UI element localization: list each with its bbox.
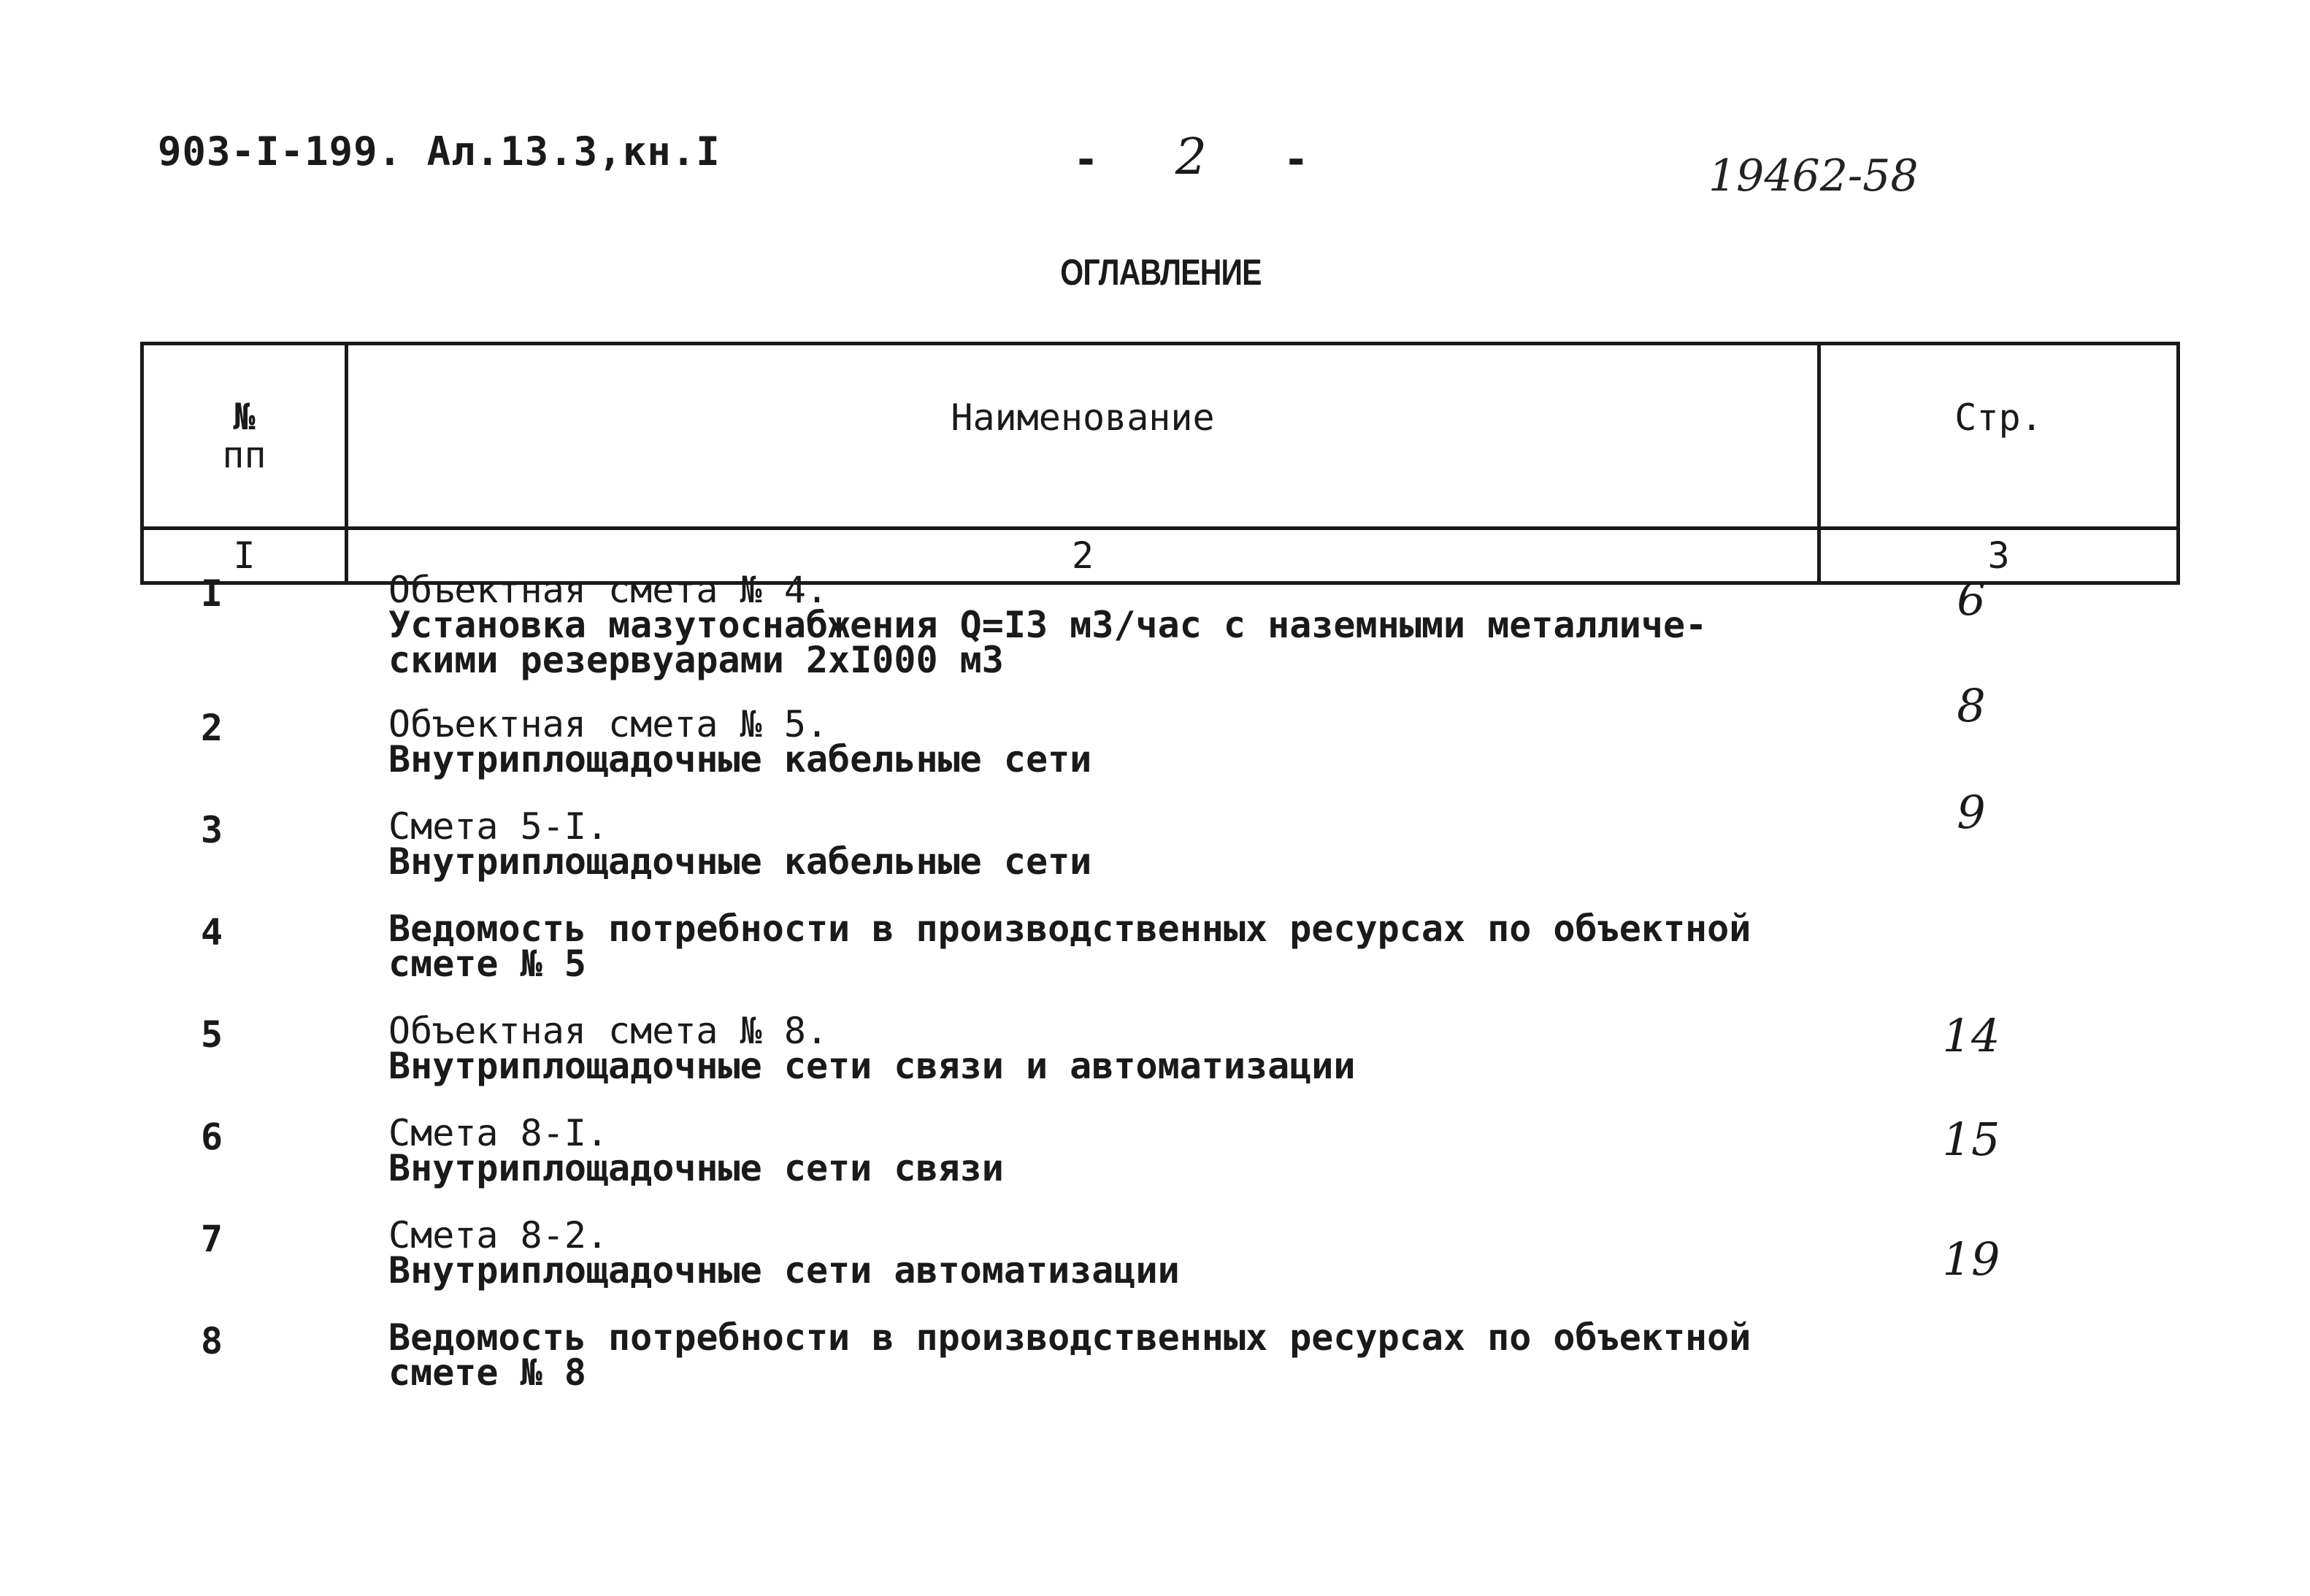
- row-number: 2: [200, 707, 223, 749]
- row-name: [388, 1010, 1995, 1087]
- column-index-2: 2: [347, 529, 1819, 583]
- row-title: Объектная смета № 8.: [388, 1010, 829, 1052]
- page-number-value: 2: [1175, 128, 1207, 186]
- row-name: [388, 908, 1995, 985]
- row-description-line: Установка мазутоснабжения Q=I3 м3/час с наземными металличе-: [388, 604, 1708, 646]
- document-code: 903-I-199. Ал.13.3,кн.I: [158, 128, 721, 174]
- row-description-line: смете № 8: [388, 1351, 586, 1394]
- column-index-1: I: [142, 529, 347, 583]
- row-page: 8: [1957, 679, 1986, 732]
- row-number: 7: [200, 1218, 223, 1260]
- row-page: 6: [1957, 572, 1986, 626]
- row-name: [388, 1316, 1995, 1394]
- page-dash-left: -: [1073, 134, 1099, 184]
- row-description-line: Внутриплощадочные сети связи: [388, 1147, 1004, 1189]
- row-title: Объектная смета № 5.: [388, 703, 829, 745]
- column-index-3: 3: [1819, 529, 2179, 583]
- number-label: пп: [222, 434, 266, 476]
- row-description-line: скими резервуарами 2xI000 м3: [388, 639, 1004, 681]
- row-page: 14: [1942, 1009, 2000, 1062]
- row-description-line: Внутриплощадочные кабельные сети: [388, 840, 1092, 883]
- row-name: [388, 805, 1995, 883]
- number-symbol: №: [233, 395, 256, 438]
- page-dash-right: -: [1283, 134, 1309, 184]
- column-header-name: Наименование: [347, 344, 1819, 529]
- row-title: Смета 8-I.: [388, 1112, 609, 1154]
- row-number: 4: [200, 911, 223, 954]
- page-title: ОГЛАВЛЕНИЕ: [1060, 252, 1262, 293]
- row-description-line: Внутриплощадочные сети связи и автоматизации: [388, 1045, 1356, 1087]
- row-description-line: Внутриплощадочные кабельные сети: [388, 738, 1092, 780]
- row-description-line: смете № 5: [388, 943, 586, 985]
- row-name: [388, 703, 1995, 780]
- column-header-number: [142, 344, 347, 529]
- row-number: 3: [200, 809, 223, 851]
- row-title: Объектная смета № 4.: [388, 569, 829, 611]
- row-page: 19: [1942, 1232, 2000, 1286]
- row-title: Смета 8-2.: [388, 1214, 609, 1257]
- handwritten-inventory-code: 19462-58: [1708, 150, 1919, 202]
- row-page: 15: [1942, 1113, 2000, 1166]
- row-number: 8: [200, 1320, 223, 1362]
- row-name: [388, 1214, 1995, 1292]
- row-description-line: Внутриплощадочные сети автоматизации: [388, 1249, 1180, 1292]
- page-number: [1073, 128, 1309, 186]
- row-number: 6: [200, 1116, 223, 1158]
- column-header-page: Стр.: [1819, 344, 2179, 529]
- row-number: 5: [200, 1013, 223, 1056]
- row-number: I: [200, 572, 223, 615]
- row-page: 9: [1957, 786, 1986, 839]
- row-name: [388, 1112, 1995, 1189]
- row-description-line: Ведомость потребности в производственных ресурсах по объектной: [388, 908, 1751, 950]
- table-header: [140, 342, 2180, 585]
- row-title: Смета 5-I.: [388, 805, 609, 848]
- row-name: [388, 569, 1995, 681]
- table-header-row: [142, 344, 2179, 529]
- row-description-line: Ведомость потребности в производственных ресурсах по объектной: [388, 1316, 1751, 1359]
